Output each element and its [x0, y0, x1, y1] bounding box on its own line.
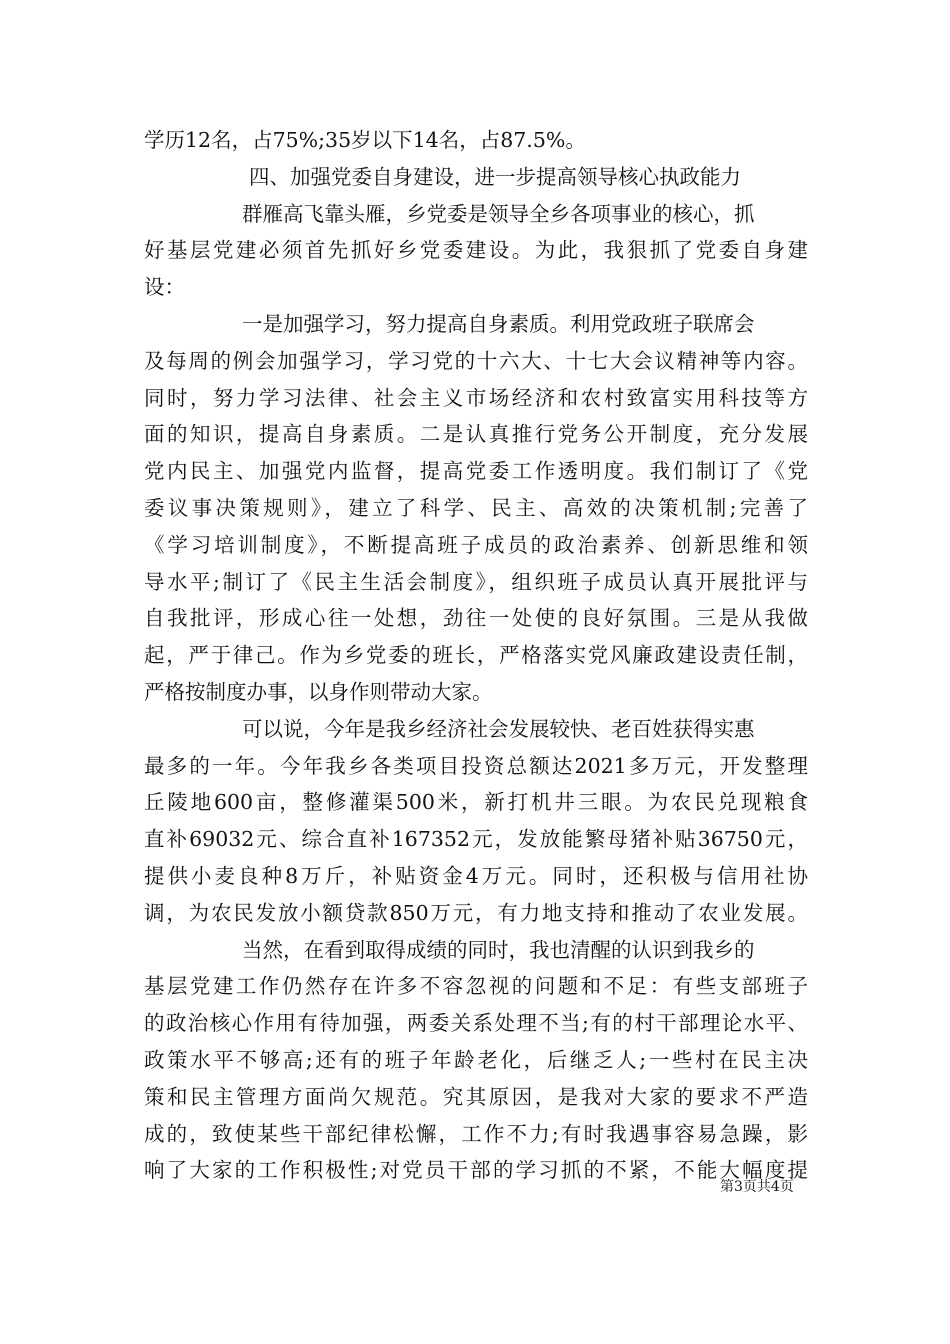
body-text	[144, 122, 808, 1189]
page-number: 第3页共4页	[720, 1179, 794, 1195]
text-line: 调，为农民发放小额贷款850万元，有力地支持和推动了农业发展。	[144, 900, 808, 925]
text-line: 基层党建工作仍然存在许多不容忽视的问题和不足：有些支部班子	[144, 974, 808, 999]
text-line: 同时，努力学习法律、社会主义市场经济和农村致富实用科技等方	[144, 385, 808, 410]
text-line: 的政治核心作用有待加强，两委关系处理不当;有的村干部理论水平、	[144, 1011, 808, 1036]
text-line: 学历12名，占75%;35岁以下14名，占87.5%。	[144, 128, 586, 152]
text-line: 委议事决策规则》，建立了科学、民主、高效的决策机制;完善了	[144, 495, 808, 520]
text-line: 成的，致使某些干部纪律松懈，工作不力;有时我遇事容易急躁，影	[144, 1121, 808, 1146]
text-line: 提供小麦良种8万斤，补贴资金4万元。同时，还积极与信用社协	[144, 863, 808, 888]
text-line: 群雁高飞靠头雁，乡党委是领导全乡各项事业的核心，抓	[242, 201, 755, 226]
text-line: 可以说，今年是我乡经济社会发展较快、老百姓获得实惠	[242, 716, 755, 741]
text-line: 自我批评，形成心往一处想，劲往一处使的良好氛围。三是从我做	[144, 606, 808, 631]
text-line: 及每周的例会加强学习，学习党的十六大、十七大会议精神等内容。	[144, 348, 808, 373]
text-line: 丘陵地600亩，整修灌渠500米，新打机井三眼。为农民兑现粮食	[144, 790, 808, 815]
section-heading: 四、加强党委自身建设，进一步提高领导核心执政能力	[249, 164, 741, 189]
text-line: 导水平;制订了《民主生活会制度》，组织班子成员认真开展批评与	[144, 569, 808, 594]
text-line: 最多的一年。今年我乡各类项目投资总额达2021多万元，开发整理	[144, 753, 808, 778]
text-line: 《学习培训制度》，不断提高班子成员的政治素养、创新思维和领	[144, 532, 808, 557]
text-line: 面的知识，提高自身素质。二是认真推行党务公开制度，充分发展	[144, 422, 808, 447]
text-line: 严格按制度办事，以身作则带动大家。	[144, 679, 493, 704]
text-line: 一是加强学习，努力提高自身素质。利用党政班子联席会	[242, 311, 755, 336]
text-line: 策和民主管理方面尚欠规范。究其原因，是我对大家的要求不严造	[144, 1084, 808, 1109]
text-line: 设：	[144, 275, 185, 300]
text-line: 政策水平不够高;还有的班子年龄老化，后继乏人;一些村在民主决	[144, 1047, 808, 1072]
text-line: 当然，在看到取得成绩的同时，我也清醒的认识到我乡的	[242, 937, 755, 962]
text-line: 党内民主、加强党内监督，提高党委工作透明度。我们制订了《党	[144, 459, 808, 484]
text-line: 起，严于律己。作为乡党委的班长，严格落实党风廉政建设责任制，	[144, 643, 808, 668]
text-line: 响了大家的工作积极性;对党员干部的学习抓的不紧，不能大幅度提	[144, 1158, 808, 1183]
text-line: 好基层党建必须首先抓好乡党委建设。为此，我狠抓了党委自身建	[144, 238, 808, 263]
text-line: 直补69032元、综合直补167352元，发放能繁母猪补贴36750元，	[144, 827, 808, 852]
